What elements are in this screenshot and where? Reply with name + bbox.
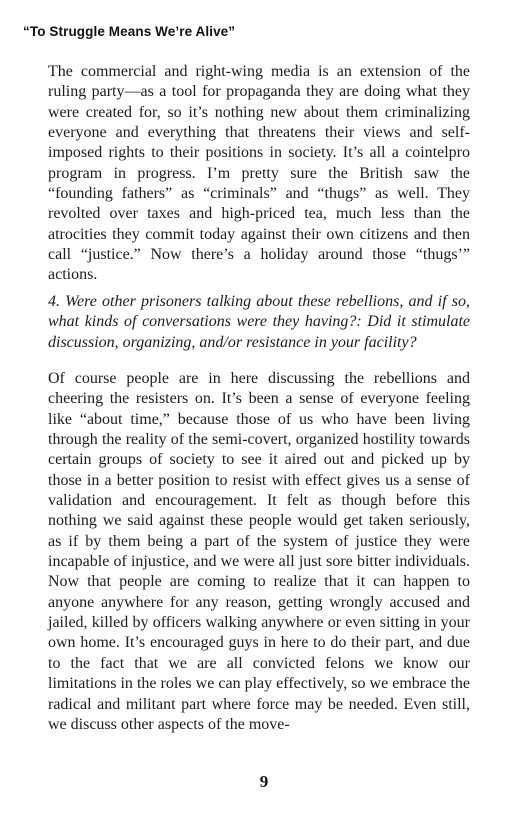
running-title: “To Struggle Means We’re Alive” (23, 24, 236, 39)
body-paragraph-1: The commercial and right-wing media is an extension of the ruling party—as a tool for propaganda they are doing what they were created for, so it’s nothing new about them criminalizing everyone and everything that threatens their views and self-imposed rights to their positions in society. It’s all a cointelpro program in progress. I’m pretty sure the British saw the “founding fathers” as “criminals” and “thugs” as well. They revolted over taxes and high-priced tea, much less than the atrocities they commit today against their own citizens and then call “justice.” Now there’s a holiday around those “thugs’” actions. (48, 63, 470, 284)
interview-question-4: 4. Were other prisoners talking about these rebellions, and if so, what kinds of conversations were they having?: Did it stimulate discussion, organizing, and/or resistance in your facility? (48, 293, 470, 351)
body-paragraph-2: Of course people are in here discussing the rebellions and cheering the resisters on. It’s been a sense of everyone feeling like “about time,” because those of us who have been living through the reality of the semi-covert, organized hostility towards certain groups of society to see it aired out and picked up by those in a better position to resist with effect gives us a sense of validation and encouragement. It felt as though before this nothing we said against these people would get taken seriously, as if by them being a part of the system of justice they were incapable of injustice, and we were all just sore bitter individuals. Now that people are coming to realize that it can happen to anyone anywhere for any reason, getting wrongly accused and jailed, killed by officers walking anywhere or even sitting in your own home. It’s encouraged guys in here to do their part, and due to the fact that we are all convicted felons we know our limitations in the roles we can play effectively, so we embrace the radical and militant part where force may be needed. Even still, we discuss other aspects of the move- (48, 370, 470, 733)
page-number: 9 (259, 772, 269, 791)
